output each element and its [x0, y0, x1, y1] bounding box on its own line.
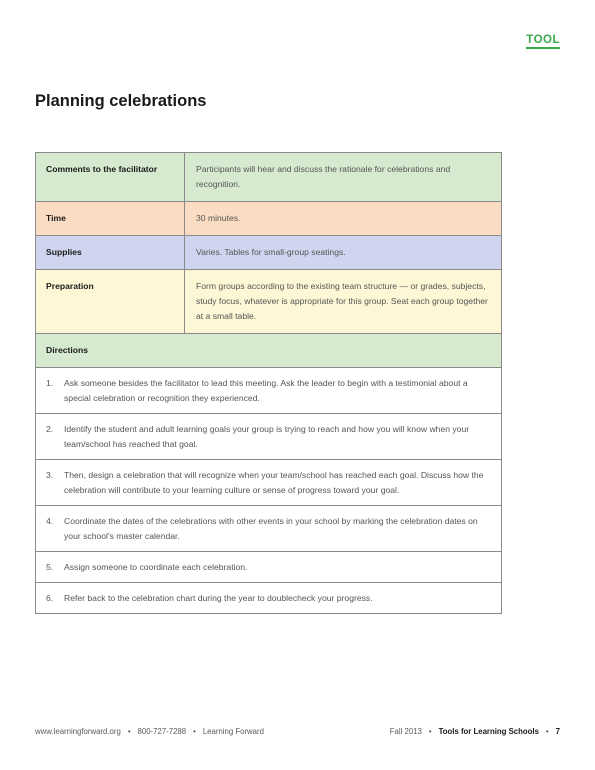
direction-step-3	[46, 468, 491, 498]
step-text: Ask someone besides the facilitator to lead this meeting. Ask the leader to begin with a testimonial about a special celebration or recognition they experienced.	[64, 378, 468, 403]
step-number: 6.	[46, 593, 54, 603]
step-number: 5.	[46, 562, 54, 572]
directions-heading: Directions	[36, 334, 502, 368]
preparation-label: Preparation	[36, 270, 185, 334]
tool-label: TOOL	[526, 34, 560, 49]
direction-step-4	[46, 514, 491, 544]
footer-separator: •	[428, 727, 432, 736]
page-title: Planning celebrations	[35, 92, 207, 110]
direction-step	[36, 460, 502, 506]
step-text: Identify the student and adult learning goals your group is trying to reach and how you will know when your team/school has reached that goal.	[64, 424, 470, 449]
footer-phone: 800-727-7288	[137, 727, 187, 736]
footer-right	[390, 727, 560, 736]
direction-step-6	[46, 591, 491, 606]
footer-left	[35, 727, 264, 736]
direction-step	[36, 368, 502, 414]
direction-step-2	[46, 422, 491, 452]
direction-step-1	[46, 376, 491, 406]
footer-separator: •	[127, 727, 131, 736]
footer-issue: Fall 2013	[389, 727, 422, 736]
comments-value: Participants will hear and discuss the rationale for celebrations and recognition.	[185, 153, 502, 202]
footer-publication: Tools for Learning Schools	[438, 727, 539, 736]
supplies-value: Varies. Tables for small-group seatings.	[185, 236, 502, 270]
row-preparation	[36, 270, 502, 334]
row-time	[36, 202, 502, 236]
preparation-value: Form groups according to the existing team structure — or grades, subjects, study focus, whatever is appropriate for this group. Seat each group together at a small table.	[185, 270, 502, 334]
direction-step	[36, 414, 502, 460]
direction-step-5	[46, 560, 491, 575]
row-directions-heading	[36, 334, 502, 368]
page-footer	[35, 727, 560, 736]
direction-step	[36, 552, 502, 583]
page-number: 7	[555, 727, 560, 736]
supplies-label: Supplies	[36, 236, 185, 270]
step-number: 3.	[46, 470, 54, 480]
footer-website-link[interactable]: www.learningforward.org	[35, 727, 121, 736]
facilitator-table	[35, 152, 502, 614]
time-label: Time	[36, 202, 185, 236]
row-supplies	[36, 236, 502, 270]
step-number: 1.	[46, 378, 54, 388]
step-number: 2.	[46, 424, 54, 434]
direction-step	[36, 583, 502, 614]
step-text: Assign someone to coordinate each celebration.	[64, 562, 248, 572]
step-text: Then, design a celebration that will recognize when your team/school has reached each goal. Discuss how the celebration will contribute to your learning culture or sense of progress toward your goal.	[64, 470, 484, 495]
row-comments	[36, 153, 502, 202]
comments-label: Comments to the facilitator	[36, 153, 185, 202]
footer-separator: •	[193, 727, 196, 736]
step-text: Refer back to the celebration chart during the year to doublecheck your progress.	[64, 593, 373, 603]
direction-step	[36, 506, 502, 552]
footer-separator: •	[545, 727, 549, 736]
step-number: 4.	[46, 516, 54, 526]
step-text: Coordinate the dates of the celebrations with other events in your school by marking the celebration dates on your school's master calendar.	[64, 516, 478, 541]
footer-org: Learning Forward	[202, 727, 264, 736]
time-value: 30 minutes.	[185, 202, 502, 236]
